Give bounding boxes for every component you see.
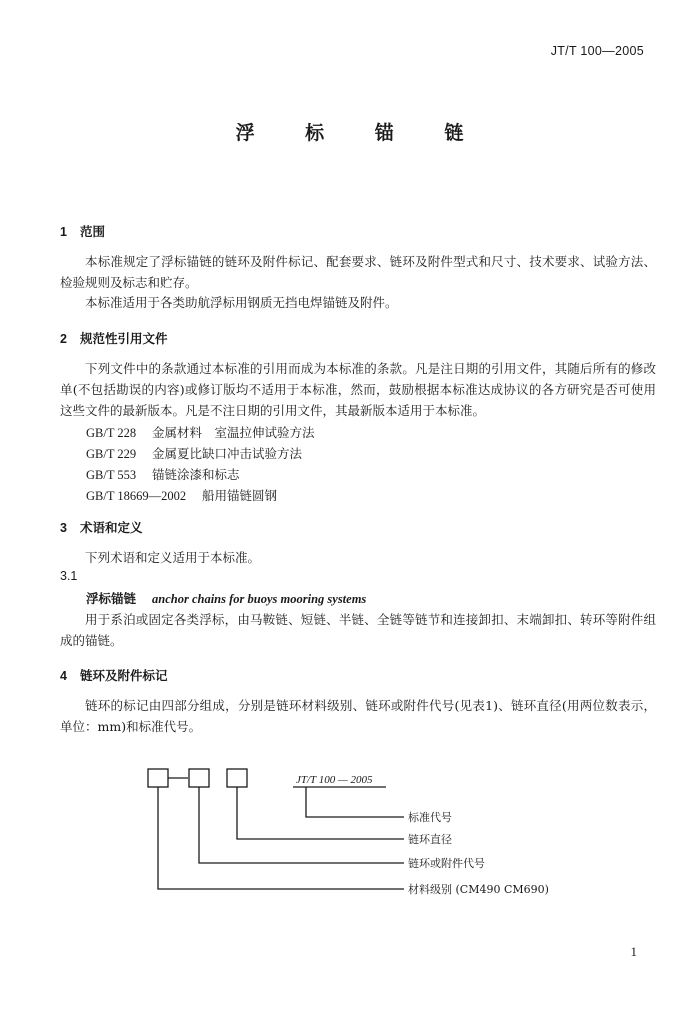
leader-standard-code bbox=[306, 787, 404, 817]
section-number: 3 bbox=[60, 521, 67, 535]
section-title: 规范性引用文件 bbox=[80, 331, 168, 346]
subclause-number: 3.1 bbox=[60, 569, 78, 583]
diagram-label-chain-diameter: 链环直径 bbox=[408, 833, 452, 846]
section-title: 术语和定义 bbox=[80, 520, 143, 535]
document-title: 浮 标 锚 链 bbox=[235, 122, 486, 144]
section-1-paragraph-2: 本标准适用于各类助航浮标用钢质无挡电焊锚链及附件。 bbox=[85, 295, 398, 310]
section-title: 链环及附件标记 bbox=[80, 668, 168, 683]
diagram-standard-code: JT/T 100 — 2005 bbox=[296, 774, 373, 786]
reference-item: GB/T 228 金属材料 室温拉伸试验方法 bbox=[86, 425, 315, 440]
leader-material-grade bbox=[158, 787, 404, 889]
term-definition: 用于系泊或固定各类浮标，由马鞍链、短链、半链、全链等链节和连接卸扣、末端卸扣、转环等附件组成的锚链。 bbox=[60, 612, 656, 648]
page-number: 1 bbox=[630, 944, 637, 959]
section-3-paragraph-1: 下列术语和定义适用于本标准。 bbox=[85, 550, 261, 565]
reference-item: GB/T 229 金属夏比缺口冲击试验方法 bbox=[86, 446, 303, 461]
diagram-label-chain-code: 链环或附件代号 bbox=[408, 857, 485, 870]
section-number: 4 bbox=[60, 669, 67, 683]
section-2-paragraph-1: 下列文件中的条款通过本标准的引用而成为本标准的条款。凡是注日期的引用文件，其随后所有的修改单(不包括勘误的内容)或修订版均不适用于本标准，然而，鼓励根据本标准达成协议的各方研究是否可使用这些文件的最新版本。凡是不注日期的引用文件，其最新版本适用于本标准。 bbox=[60, 361, 656, 418]
section-title: 范围 bbox=[80, 224, 106, 239]
term-english: anchor chains for buoys mooring systems bbox=[152, 592, 367, 606]
section-number: 1 bbox=[60, 225, 67, 239]
section-number: 2 bbox=[60, 332, 67, 346]
box-material-grade bbox=[148, 769, 168, 787]
box-chain-code bbox=[189, 769, 209, 787]
box-chain-diameter bbox=[227, 769, 247, 787]
reference-item: GB/T 553 锚链涂漆和标志 bbox=[86, 467, 240, 482]
diagram-label-material-grade: 材料级别 (CM490 CM690) bbox=[408, 883, 549, 896]
diagram-label-standard-code: 标准代号 bbox=[408, 811, 452, 824]
section-1-paragraph-1: 本标准规定了浮标锚链的链环及附件标记、配套要求、链环及附件型式和尺寸、技术要求、试验方法、检验规则及标志和贮存。 bbox=[60, 254, 656, 290]
header-standard-code: JT/T 100—2005 bbox=[550, 44, 644, 58]
term-chinese: 浮标锚链 bbox=[86, 591, 137, 606]
leader-chain-code bbox=[199, 787, 404, 863]
leader-chain-diameter bbox=[237, 787, 404, 839]
reference-item: GB/T 18669—2002 船用锚链圆钢 bbox=[86, 488, 278, 503]
section-4-paragraph-1: 链环的标记由四部分组成，分别是链环材料级别、链环或附件代号(见表1)、链环直径(用两位数表示，单位：mm)和标准代号。 bbox=[60, 698, 656, 734]
